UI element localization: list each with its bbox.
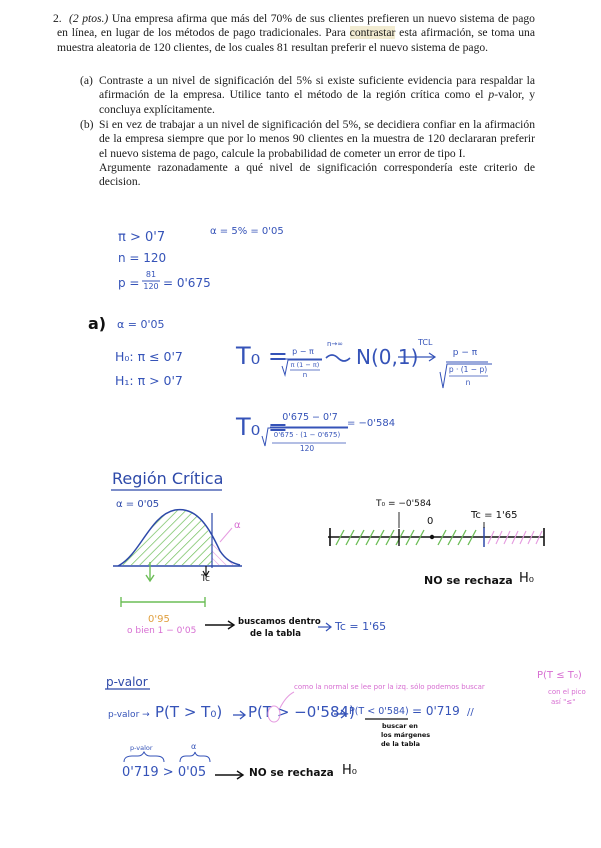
prob-095: 0'95 (148, 614, 170, 625)
alpha-pointer (220, 528, 232, 542)
p-hat-value: = 0'675 (163, 276, 211, 290)
part-a-text-2: -valor, y concluya explícitamente. (99, 88, 535, 116)
pvalor-result: = 0'719 (412, 704, 460, 718)
normal-dist: N(0,1) (356, 345, 419, 369)
p-hat-numerator: 81 (145, 270, 157, 279)
stat-denominator-n: n (302, 371, 308, 379)
brace-pvalor-label: p-valor (130, 744, 153, 752)
axis-zero-label: 0 (427, 516, 434, 527)
pvalor-tail-mark: // (467, 707, 474, 718)
part-a-text-1: Contraste a un nivel de significación del 5% si existe suficiente evidencia para respaldar la afirmación de la empresa. Utilice tanto el método de la región crítica como el (99, 74, 535, 102)
t0-calc-n: 120 (299, 444, 315, 453)
part-a-mark: a) (88, 314, 107, 333)
n-line: n = 120 (118, 251, 167, 265)
t0-calc-denominator: 0'675 · (1 − 0'675) (273, 431, 341, 439)
p-hat-label: p = (118, 276, 140, 290)
pink-note-2: con el pico (548, 688, 586, 696)
part-a-p: p (488, 88, 495, 102)
pvalor-conclusion: NO se rechaza (249, 767, 334, 779)
t0-calc-numerator: 0'675 − 0'7 (282, 412, 338, 423)
o-bien: o bien 1 − 0'05 (127, 626, 197, 636)
pink-pointer (280, 692, 294, 708)
rc-conclusion: NO se rechaza (424, 574, 513, 587)
statement-part-1: Una empresa afirma que más del 70% de sus clientes prefieren un nuevo sistema de pago en línea, en lugar de los métodos de pago tradicionales. Para (57, 12, 535, 40)
pvalor-step1: P(T > T₀) (155, 703, 223, 721)
alpha-a: α = 0'05 (117, 318, 165, 331)
stat-numerator: p − π (292, 347, 314, 356)
critical-region-title: Región Crítica (112, 469, 224, 488)
null-hypothesis: H₀: π ≤ 0'7 (115, 349, 183, 364)
pink-note-3: así "≤" (551, 698, 576, 706)
pvalor-compare: 0'719 > 0'05 (122, 765, 207, 780)
brace-alpha (180, 752, 210, 762)
statement-part-2: esta afirmación, se toma una muestra aleatoria de 120 clientes, de los cuales 81 resultan preferir el nuevo sistema de pago. (57, 26, 535, 54)
stat2-denominator: p · (1 − p) (448, 365, 488, 374)
highlighted-word: contrastar (349, 26, 396, 40)
de-la-tabla-2: de la tabla (381, 740, 420, 748)
part-b-text-2: Argumente razonadamente a qué nivel de significación correspondería este criterio de decision. (99, 160, 535, 189)
buscar-en: buscar en (382, 722, 418, 730)
pink-note-formula: P(T ≤ T₀) (537, 670, 582, 681)
t0-result: = −0'584 (347, 418, 396, 429)
stat-denominator: π (1 − π) (290, 361, 320, 369)
pvalor-conclusion-h0: H₀ (342, 763, 357, 778)
axis-t0-label: T₀ = −0'584 (376, 499, 432, 509)
stat2-denominator-n: n (465, 378, 471, 387)
pvalor-lead: p-valor → (108, 710, 150, 720)
alt-hypothesis: H₁: π > 0'7 (115, 373, 183, 388)
alpha-given: α = 5% = 0'05 (210, 226, 284, 237)
brace-alpha-label: α (191, 742, 197, 751)
claim-line: π > 0'7 (118, 230, 166, 245)
problem-number: 2. (53, 12, 62, 25)
critical-region-alpha: α = 0'05 (116, 499, 160, 510)
buscamos-dentro: buscamos dentro (238, 617, 321, 627)
problem-points: (2 ptos.) (69, 12, 109, 25)
pvalor-title: p-valor (106, 675, 148, 689)
pink-circle (268, 706, 280, 722)
t0-calc-label: T₀ = (236, 413, 289, 441)
p-hat-denominator: 120 (143, 282, 159, 291)
part-b-label: (b) (80, 118, 94, 131)
tc-curve-label: Tc (201, 574, 210, 584)
part-a-label: (a) (80, 74, 93, 87)
n-to-infinity: n→∞ (327, 340, 344, 348)
pink-note: como la normal se lee por la izq. sólo podemos buscar (294, 683, 485, 691)
stat2-numerator: p − π (452, 348, 478, 358)
los-margenes: los márgenes (381, 731, 431, 739)
tc-result: Tc = 1'65 (335, 620, 387, 633)
brace-pvalor (124, 752, 164, 762)
alpha-tail-label: α (234, 520, 241, 531)
pvalor-step2: P(T > −0'584) (248, 703, 355, 721)
stat-sqrt (282, 360, 322, 375)
axis-tc-label: Tc = 1'65 (471, 510, 518, 521)
zero-tick (430, 535, 434, 539)
approx-tilde (326, 355, 350, 361)
pvalor-step3: P(T < 0'584) (349, 706, 409, 717)
de-la-tabla: de la tabla (250, 629, 301, 639)
t0-label: T₀ = (236, 342, 289, 370)
tcl-label: TCL (418, 338, 433, 347)
part-b-text-1: Si en vez de trabajar a un nivel de significación del 5%, se decidiera confiar en la afirmación de la empresa siempre que por lo menos 90 clientes en la muestra de 120 declararan preferir el nuevo sistema de pago, calcule la probabilidad de cometer un error de tipo I. (99, 118, 535, 160)
rc-conclusion-h0: H₀ (519, 571, 534, 586)
